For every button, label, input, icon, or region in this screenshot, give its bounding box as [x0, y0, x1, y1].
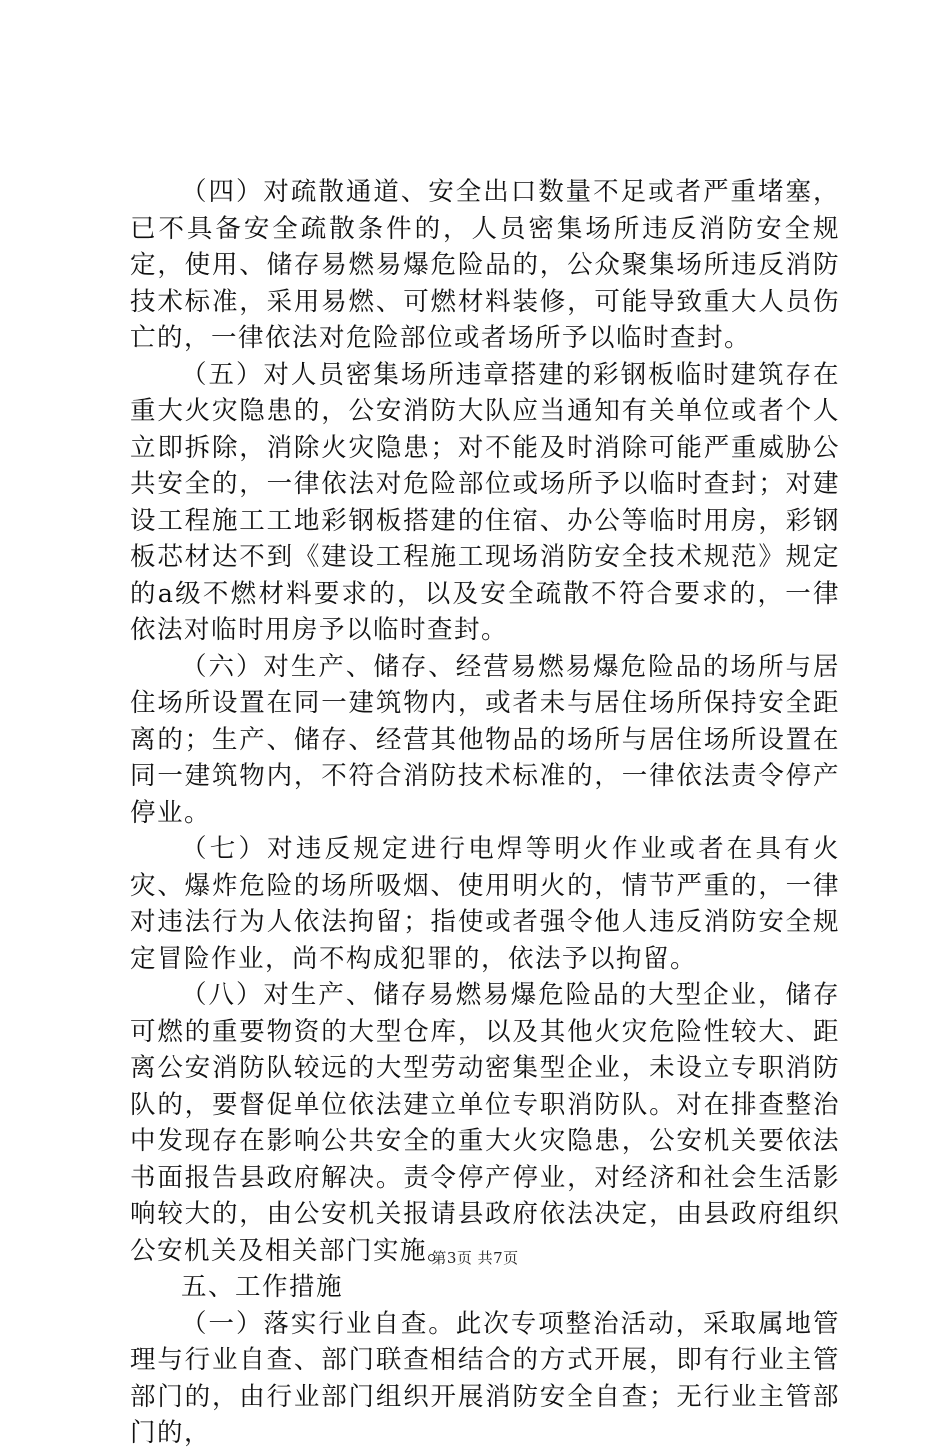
page-number-footer: 第3页 共7页 [431, 1249, 519, 1267]
paragraph-item-8: （八）对生产、储存易燃易爆危险品的大型企业，储存可燃的重要物资的大型仓库，以及其他火灾危险性较大、距离公安消防队较远的大型劳动密集型企业，未设立专职消防队的，要督促单位依法建立单位专职消防队。对在排查整治中发现存在影响公共安全的重大火灾隐患，公安机关要依法书面报告县政府解决。责令停产停业，对经济和社会生活影响较大的，由公安机关报请县政府依法决定，由县政府组织公安机关及相关部门实施。 [130, 980, 840, 1266]
section-heading-work-measures: 五、工作措施 [181, 1272, 344, 1302]
paragraph-item-6: （六）对生产、储存、经营易燃易爆危险品的场所与居住场所设置在同一建筑物内，或者未与居住场所保持安全距离的；生产、储存、经营其他物品的场所与居住场所设置在同一建筑物内，不符合消防技术标准的，一律依法责令停产停业。 [130, 651, 840, 828]
paragraph-item-7: （七）对违反规定进行电焊等明火作业或者在具有火灾、爆炸危险的场所吸烟、使用明火的，情节严重的，一律对违法行为人依法拘留；指使或者强令他人违反消防安全规定冒险作业，尚不构成犯罪的，依法予以拘留。 [130, 834, 840, 974]
paragraph-item-4: （四）对疏散通道、安全出口数量不足或者严重堵塞，已不具备安全疏散条件的，人员密集场所违反消防安全规定，使用、储存易燃易爆危险品的，公众聚集场所违反消防技术标准，采用易燃、可燃材料装修，可能导致重大人员伤亡的，一律依法对危险部位或者场所予以临时查封。 [130, 177, 840, 353]
paragraph-item-5: （五）对人员密集场所违章搭建的彩钢板临时建筑存在重大火灾隐患的，公安消防大队应当通知有关单位或者个人立即拆除，消除火灾隐患；对不能及时消除可能严重威胁公共安全的，一律依法对危险部位或场所予以临时查封；对建设工程施工工地彩钢板搭建的住宿、办公等临时用房，彩钢板芯材达不到《建设工程施工现场消防安全技术规范》规定的a级不燃材料要求的，以及安全疏散不符合要求的，一律依法对临时用房予以临时查封。 [130, 359, 840, 645]
paragraph-measure-1: （一）落实行业自查。此次专项整治活动，采取属地管理与行业自查、部门联查相结合的方式开展，即有行业主管部门的，由行业部门组织开展消防安全自查；无行业主管部门的， [130, 1308, 840, 1448]
